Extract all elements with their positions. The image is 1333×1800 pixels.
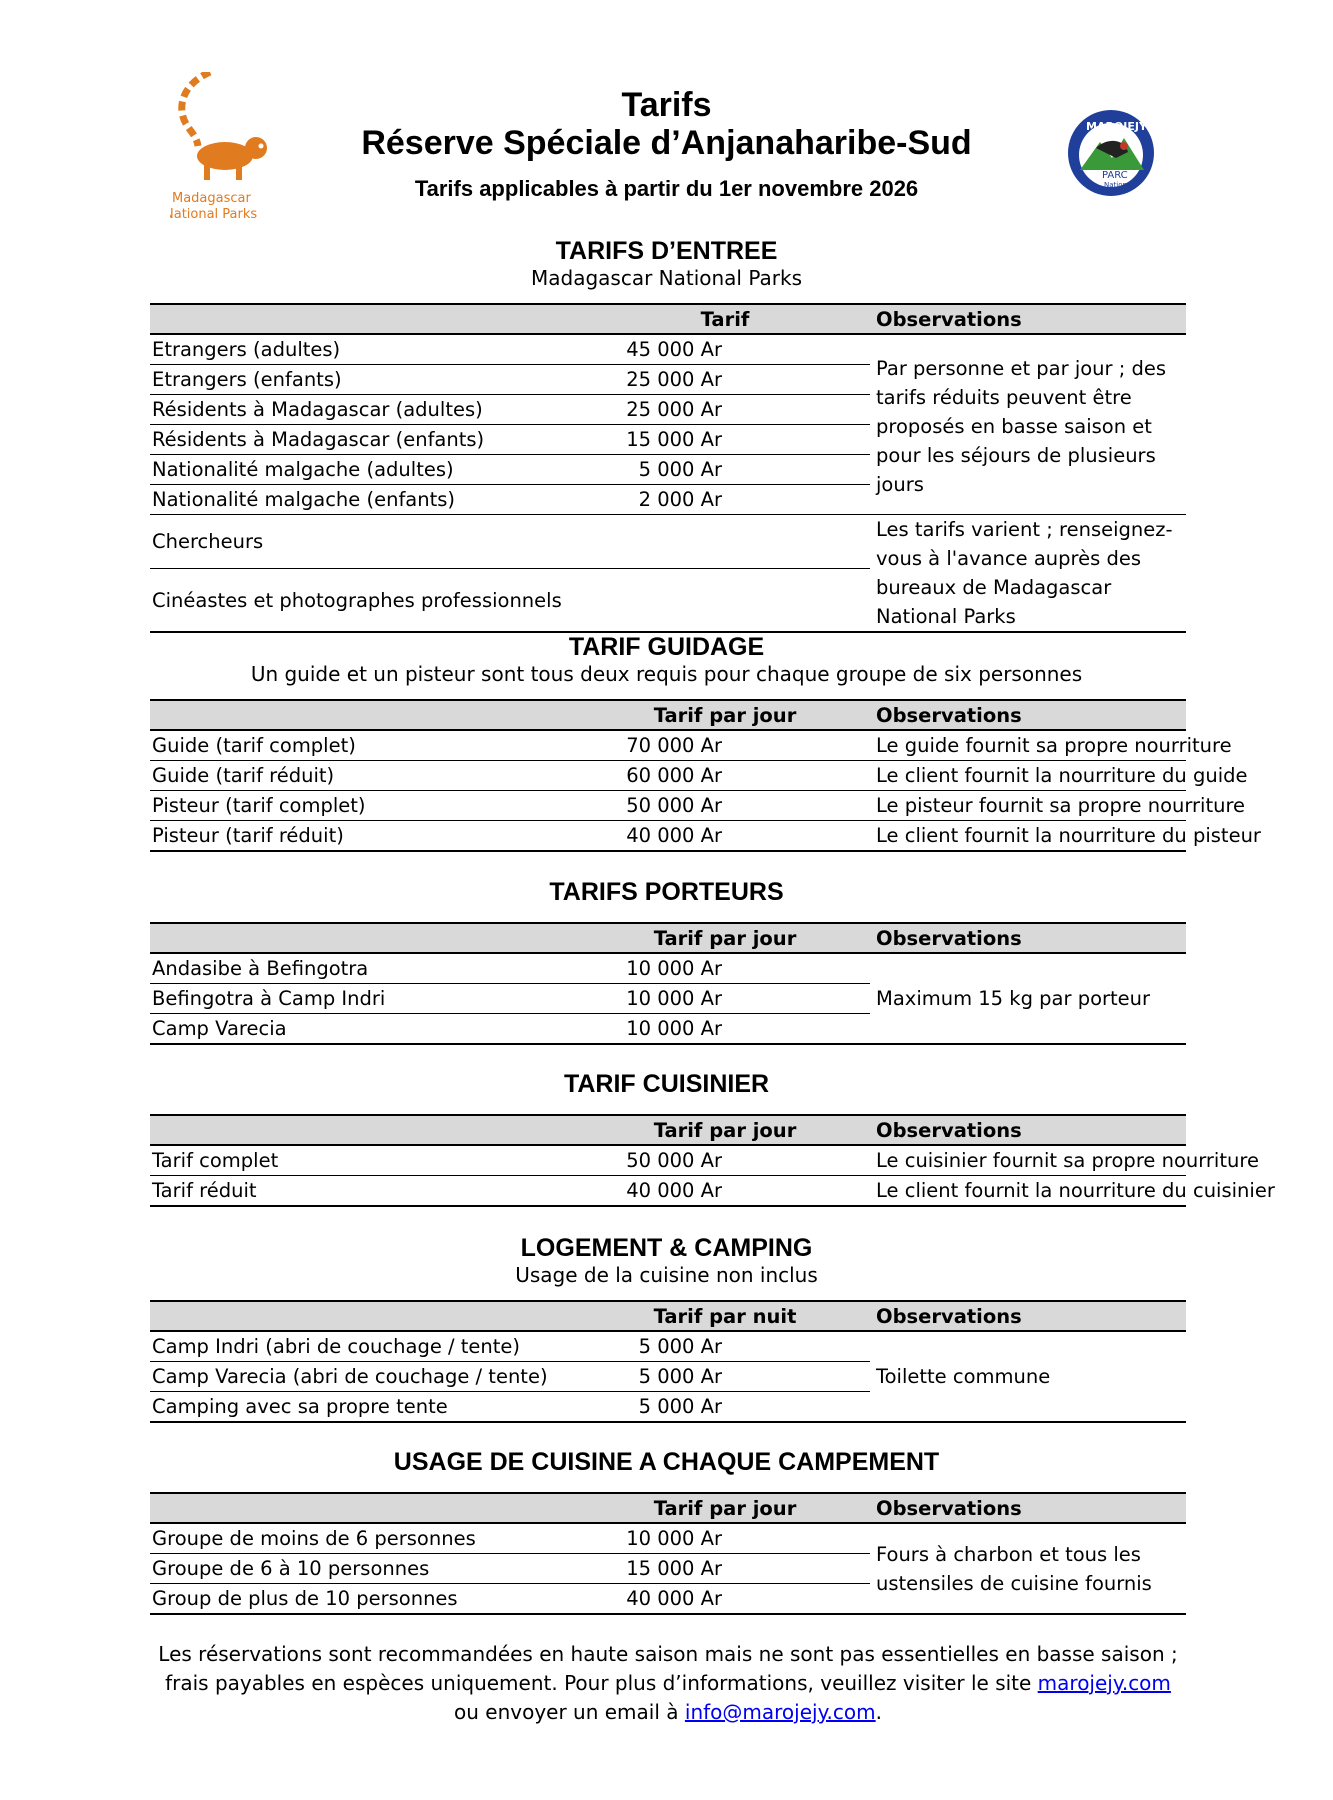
row-name: Guide (tarif complet) xyxy=(150,730,572,761)
footer-text-3: . xyxy=(875,1700,882,1724)
row-price: 25 000 Ar xyxy=(572,395,870,425)
table-porteurs xyxy=(150,922,1186,1045)
row-name: Camp Varecia (abri de couchage / tente) xyxy=(150,1362,572,1392)
page-title: Tarifs xyxy=(621,86,712,124)
header-cell-name xyxy=(150,700,572,730)
row-price: 5 000 Ar xyxy=(572,1392,870,1423)
header-cell-observations: Observations xyxy=(870,304,1186,334)
table-header-row xyxy=(150,1493,1186,1523)
table-header-row xyxy=(150,700,1186,730)
row-name: Nationalité malgache (enfants) xyxy=(150,485,572,515)
table-cuisinier xyxy=(150,1114,1275,1207)
section-title-porteurs: TARIFS PORTEURS xyxy=(549,878,784,906)
row-name: Chercheurs xyxy=(150,515,572,569)
section-title-logement: LOGEMENT & CAMPING xyxy=(520,1234,813,1262)
header-cell-observations: Observations xyxy=(870,923,1186,953)
row-price: 40 000 Ar xyxy=(572,1176,870,1207)
header-cell-observations: Observations xyxy=(870,1115,1186,1145)
section-subtitle-entree: Madagascar National Parks xyxy=(530,266,802,290)
row-name: Groupe de 6 à 10 personnes xyxy=(150,1554,572,1584)
section-title-cuisine: USAGE DE CUISINE A CHAQUE CAMPEMENT xyxy=(393,1448,940,1476)
row-price: 40 000 Ar xyxy=(572,821,870,852)
table-header-row xyxy=(150,1301,1186,1331)
row-observations: Le client fournit la nourriture du pisteur xyxy=(870,821,1186,852)
table-row xyxy=(150,761,1186,791)
row-price: 2 000 Ar xyxy=(572,485,870,515)
header-cell-price: Tarif par jour xyxy=(572,700,870,730)
header-cell-name xyxy=(150,1493,572,1523)
row-price: 15 000 Ar xyxy=(572,1554,870,1584)
row-name: Andasibe à Befingotra xyxy=(150,953,572,984)
header-cell-observations: Observations xyxy=(870,1493,1186,1523)
table-row xyxy=(150,334,1186,365)
header-cell-name xyxy=(150,1115,572,1145)
logo-right-text-1: MAROJEJY xyxy=(1086,120,1147,133)
row-name: Camping avec sa propre tente xyxy=(150,1392,572,1423)
table-cuisine xyxy=(150,1492,1186,1615)
table-row xyxy=(150,730,1186,761)
table-header-row xyxy=(150,923,1186,953)
row-price: 70 000 Ar xyxy=(572,730,870,761)
row-name: Nationalité malgache (adultes) xyxy=(150,455,572,485)
section-title-cuisinier: TARIF CUISINIER xyxy=(563,1070,770,1098)
row-name: Tarif complet xyxy=(150,1145,572,1176)
row-name: Résidents à Madagascar (enfants) xyxy=(150,425,572,455)
table-row xyxy=(150,821,1186,852)
row-name: Guide (tarif réduit) xyxy=(150,761,572,791)
row-observations: Le guide fournit sa propre nourriture xyxy=(870,730,1186,761)
row-price: 10 000 Ar xyxy=(572,953,870,984)
table-row xyxy=(150,953,1186,984)
row-price: 5 000 Ar xyxy=(572,1362,870,1392)
section-title-entree: TARIFS D’ENTREE xyxy=(555,237,778,265)
row-name: Etrangers (adultes) xyxy=(150,334,572,365)
website-link[interactable]: marojejy.com xyxy=(1037,1671,1171,1695)
header-cell-name xyxy=(150,923,572,953)
row-price: 15 000 Ar xyxy=(572,425,870,455)
row-name: Résidents à Madagascar (adultes) xyxy=(150,395,572,425)
section-subtitle-guidage: Un guide et un pisteur sont tous deux requis pour chaque groupe de six personnes xyxy=(250,662,1083,686)
header-cell-observations: Observations xyxy=(870,1301,1186,1331)
logo-right-text-3: National xyxy=(1104,181,1134,189)
email-link[interactable]: info@marojejy.com xyxy=(684,1700,876,1724)
row-observations: Le client fournit la nourriture du guide xyxy=(870,761,1186,791)
row-price xyxy=(572,569,870,632)
header-cell-name xyxy=(150,304,572,334)
section-subtitle-logement: Usage de la cuisine non inclus xyxy=(515,1263,818,1287)
row-price: 25 000 Ar xyxy=(572,365,870,395)
table-row xyxy=(150,515,1186,569)
logo-right-text-2: PARC xyxy=(1102,170,1128,181)
footer-note xyxy=(150,1640,1186,1727)
row-observations: Le pisteur fournit sa propre nourriture xyxy=(870,791,1186,821)
table-logement xyxy=(150,1300,1186,1423)
row-observations: Fours à charbon et tous les ustensiles de cuisine fournis xyxy=(870,1523,1186,1614)
row-price: 50 000 Ar xyxy=(572,1145,870,1176)
table-header-row xyxy=(150,304,1186,334)
row-observations: Maximum 15 kg par porteur xyxy=(870,953,1186,1044)
table-row xyxy=(150,1145,1186,1176)
row-name: Pisteur (tarif réduit) xyxy=(150,821,572,852)
footer-text-2: ou envoyer un email à xyxy=(454,1700,685,1724)
header-cell-name xyxy=(150,1301,572,1331)
row-observations: Les tarifs varient ; renseignez-vous à l'avance auprès des bureaux de Madagascar National Parks xyxy=(870,515,1186,633)
row-price: 10 000 Ar xyxy=(572,1523,870,1554)
row-price: 45 000 Ar xyxy=(572,334,870,365)
header-cell-price: Tarif par jour xyxy=(572,923,870,953)
table-header-row xyxy=(150,1115,1186,1145)
row-name: Groupe de moins de 6 personnes xyxy=(150,1523,572,1554)
row-name: Befingotra à Camp Indri xyxy=(150,984,572,1014)
table-row xyxy=(150,1331,1186,1362)
row-price: 5 000 Ar xyxy=(572,455,870,485)
logo-left-text-1: Madagascar xyxy=(172,191,251,206)
row-price: 10 000 Ar xyxy=(572,984,870,1014)
row-price: 10 000 Ar xyxy=(572,1014,870,1045)
row-price xyxy=(572,515,870,569)
row-observations: Par personne et par jour ; des tarifs réduits peuvent être proposés en basse saison et pour les séjours de plusieurs jours xyxy=(870,334,1186,515)
header-cell-observations: Observations xyxy=(870,700,1186,730)
table-row xyxy=(150,1176,1186,1207)
header-cell-price: Tarif par nuit xyxy=(572,1301,870,1331)
row-name: Tarif réduit xyxy=(150,1176,572,1207)
row-name: Cinéastes et photographes professionnels xyxy=(150,569,572,632)
row-name: Camp Varecia xyxy=(150,1014,572,1045)
row-name: Pisteur (tarif complet) xyxy=(150,791,572,821)
table-row xyxy=(150,791,1186,821)
footer-text-1: Les réservations sont recommandées en haute saison mais ne sont pas essentielles en basse saison ; frais payables en espèces uniquement. Pour plus d’informations, veuillez visiter le site xyxy=(158,1642,1178,1695)
table-guidage xyxy=(150,699,1261,852)
page-subtitle: Tarifs applicables à partir du 1er novembre 2026 xyxy=(414,176,919,201)
section-title-guidage: TARIF GUIDAGE xyxy=(568,633,765,661)
row-observations: Le cuisinier fournit sa propre nourriture xyxy=(870,1145,1186,1176)
row-price: 50 000 Ar xyxy=(572,791,870,821)
table-entree xyxy=(150,303,1186,633)
page-title-reserve: Réserve Spéciale d’Anjanaharibe-Sud xyxy=(361,124,972,162)
row-observations: Toilette commune xyxy=(870,1331,1186,1422)
header-cell-price: Tarif par jour xyxy=(572,1493,870,1523)
row-observations: Le client fournit la nourriture du cuisinier xyxy=(870,1176,1186,1207)
row-price: 40 000 Ar xyxy=(572,1584,870,1615)
row-name: Group de plus de 10 personnes xyxy=(150,1584,572,1615)
table-row xyxy=(150,1523,1186,1554)
row-price: 60 000 Ar xyxy=(572,761,870,791)
header-cell-price: Tarif xyxy=(572,304,870,334)
header-cell-price: Tarif par jour xyxy=(572,1115,870,1145)
row-price: 5 000 Ar xyxy=(572,1331,870,1362)
row-name: Etrangers (enfants) xyxy=(150,365,572,395)
logo-left-text-2: National Parks xyxy=(170,207,258,222)
row-name: Camp Indri (abri de couchage / tente) xyxy=(150,1331,572,1362)
